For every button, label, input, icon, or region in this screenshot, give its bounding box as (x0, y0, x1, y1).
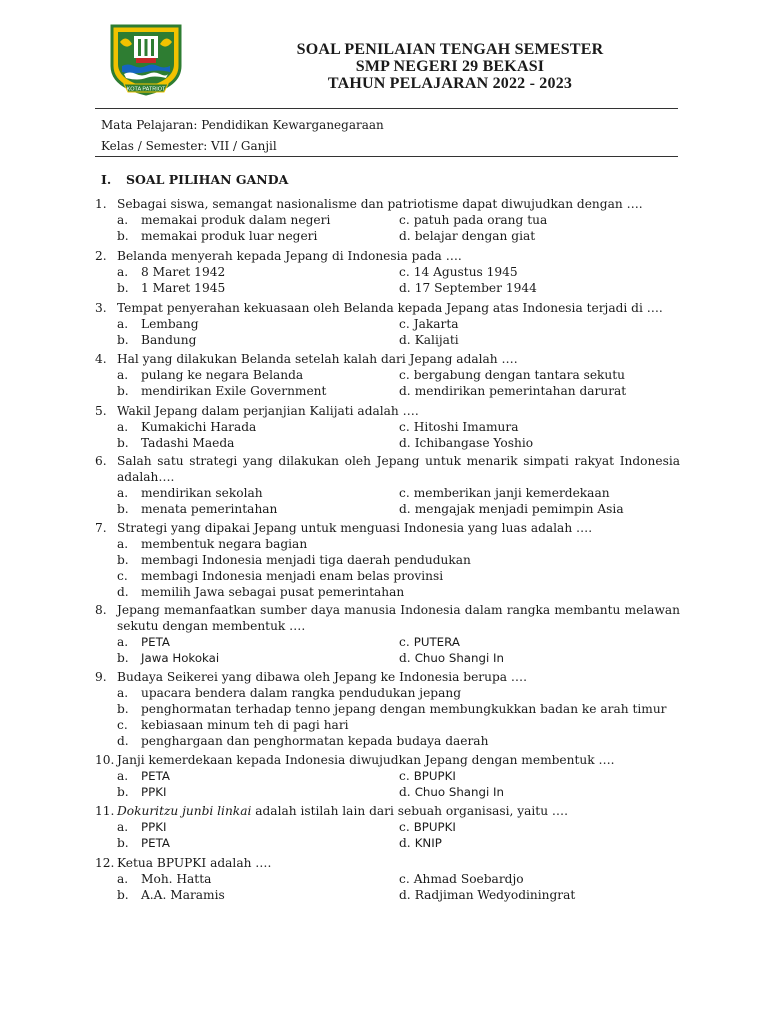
title-line-2: SMP NEGERI 29 BEKASI (355, 58, 545, 75)
option-letter-d: d. (399, 333, 411, 347)
question-stem: Hal yang dilakukan Belanda setelah kalah dari Jepang adalah …. (117, 352, 518, 366)
option-letter-c: c. (399, 635, 410, 649)
option-c: membagi Indonesia menjadi enam belas provinsi (141, 569, 444, 583)
option-a: Moh. Hatta (141, 872, 212, 886)
option-letter-c: c. (399, 317, 410, 331)
question-number: 9. (95, 670, 107, 684)
question-number: 11. (95, 804, 115, 818)
question-5 (95, 403, 680, 451)
section-title: SOAL PILIHAN GANDA (126, 172, 289, 187)
option-letter-a: a. (117, 317, 129, 331)
option-letter-b: b. (117, 651, 129, 665)
option-a: Lembang (141, 317, 199, 331)
option-letter-b: b. (117, 281, 129, 295)
question-stem: Janji kemerdekaan kepada Indonesia diwujudkan Jepang dengan membentuk …. (117, 753, 615, 767)
question-stem: Strategi yang dipakai Jepang untuk menguasi Indonesia yang luas adalah …. (117, 521, 593, 535)
option-c: patuh pada orang tua (413, 213, 548, 227)
option-letter-a: a. (117, 820, 129, 834)
question-stem: Wakil Jepang dalam perjanjian Kalijati adalah …. (117, 404, 419, 418)
option-d: mendirikan pemerintahan darurat (414, 384, 627, 398)
option-a: pulang ke negara Belanda (141, 368, 304, 382)
option-b: PPKI (141, 785, 167, 799)
question-number: 1. (95, 197, 107, 211)
option-a: membentuk negara bagian (141, 537, 308, 551)
option-b: membagi Indonesia menjadi tiga daerah pendudukan (141, 553, 471, 567)
question-stem: Sebagai siswa, semangat nasionalisme dan patriotisme dapat diwujudkan dengan …. (117, 197, 643, 211)
title-line-1: SOAL PENILAIAN TENGAH SEMESTER (296, 41, 604, 58)
option-d: Kalijati (414, 333, 459, 347)
option-d: 17 September 1944 (414, 281, 537, 295)
question-2 (95, 248, 680, 296)
option-c: Ahmad Soebardjo (413, 872, 524, 886)
option-d: Chuo Shangi In (414, 651, 504, 665)
option-d: Ichibangase Yoshio (414, 436, 534, 450)
option-letter-d: d. (399, 785, 411, 799)
option-c: kebiasaan minum teh di pagi hari (141, 718, 349, 732)
question-number: 6. (95, 454, 107, 468)
question-11 (95, 803, 680, 851)
option-c: BPUPKI (413, 820, 456, 834)
question-number: 12. (95, 856, 115, 870)
option-letter-c: c. (399, 820, 410, 834)
question-stem: Budaya Seikerei yang dibawa oleh Jepang ke Indonesia berupa …. (117, 670, 527, 684)
question-3 (95, 300, 680, 348)
header-divider (95, 108, 678, 109)
option-letter-d: d. (117, 734, 129, 748)
option-letter-b: b. (117, 333, 129, 347)
option-letter-c: c. (399, 368, 410, 382)
option-letter-b: b. (117, 384, 129, 398)
question-stem: Salah satu strategi yang dilakukan oleh Jepang untuk menarik simpati rakyat Indonesia adalah…. (117, 454, 680, 484)
question-stem: adalah istilah lain dari sebuah organisasi, yaitu …. (251, 804, 568, 818)
section-heading (101, 172, 288, 187)
question-stem: Belanda menyerah kepada Jepang di Indonesia pada …. (117, 249, 462, 263)
option-letter-a: a. (117, 635, 129, 649)
question-number: 3. (95, 301, 107, 315)
option-c: PUTERA (413, 635, 460, 649)
option-a: 8 Maret 1942 (141, 265, 226, 279)
option-c: Jakarta (413, 317, 459, 331)
option-letter-d: d. (399, 651, 411, 665)
svg-text:KOTA PATRIOT: KOTA PATRIOT (126, 86, 166, 93)
option-letter-a: a. (117, 265, 129, 279)
section-number: I. (101, 172, 112, 187)
option-letter-c: c. (399, 213, 410, 227)
document-title (200, 41, 700, 92)
option-a: PPKI (141, 820, 167, 834)
question-10 (95, 752, 680, 800)
option-d: memilih Jawa sebagai pusat pemerintahan (141, 585, 405, 599)
option-d: KNIP (414, 836, 442, 850)
option-d: mengajak menjadi pemimpin Asia (414, 502, 624, 516)
option-letter-d: d. (399, 436, 411, 450)
option-c: 14 Agustus 1945 (413, 265, 518, 279)
option-d: Radjiman Wedyodiningrat (414, 888, 576, 902)
question-9 (95, 669, 680, 749)
option-letter-b: b. (117, 836, 129, 850)
option-a: upacara bendera dalam rangka pendudukan jepang (141, 686, 461, 700)
option-b: penghormatan terhadap tenno jepang dengan membungkukkan badan ke arah timur (141, 702, 667, 716)
option-b: Bandung (141, 333, 197, 347)
question-4 (95, 351, 680, 399)
option-b: menata pemerintahan (141, 502, 278, 516)
question-6 (95, 453, 680, 517)
option-letter-d: d. (399, 888, 411, 902)
question-7 (95, 520, 680, 600)
option-a: Kumakichi Harada (141, 420, 257, 434)
option-letter-d: d. (399, 384, 411, 398)
info-divider (95, 156, 678, 157)
option-letter-a: a. (117, 686, 129, 700)
option-c: Hitoshi Imamura (413, 420, 519, 434)
option-letter-d: d. (399, 836, 411, 850)
question-stem-italic-term: Dokuritzu junbi linkai (117, 804, 252, 818)
option-letter-b: b. (117, 888, 129, 902)
option-c: bergabung dengan tantara sekutu (413, 368, 626, 382)
option-letter-c: c. (117, 718, 128, 732)
option-letter-c: c. (399, 420, 410, 434)
option-letter-a: a. (117, 368, 129, 382)
option-a: PETA (141, 769, 170, 783)
option-c: memberikan janji kemerdekaan (413, 486, 610, 500)
question-stem: Tempat penyerahan kekuasaan oleh Belanda kepada Jepang atas Indonesia terjadi di …. (117, 301, 663, 315)
option-letter-c: c. (117, 569, 128, 583)
question-number: 5. (95, 404, 107, 418)
option-letter-a: a. (117, 769, 129, 783)
option-d: penghargaan dan penghormatan kepada budaya daerah (141, 734, 489, 748)
option-letter-a: a. (117, 486, 129, 500)
question-number: 8. (95, 603, 107, 617)
option-letter-c: c. (399, 486, 410, 500)
question-number: 2. (95, 249, 107, 263)
option-b: Jawa Hokokai (141, 651, 220, 665)
question-number: 7. (95, 521, 107, 535)
option-letter-b: b. (117, 502, 129, 516)
question-12 (95, 855, 680, 903)
option-letter-b: b. (117, 702, 129, 716)
option-letter-d: d. (399, 281, 411, 295)
document-header (0, 0, 768, 112)
option-letter-d: d. (399, 502, 411, 516)
option-a: mendirikan sekolah (141, 486, 263, 500)
option-letter-b: b. (117, 436, 129, 450)
option-letter-a: a. (117, 872, 129, 886)
option-b: PETA (141, 836, 170, 850)
subject-line: Mata Pelajaran: Pendidikan Kewarganegaraan (101, 118, 384, 132)
question-1 (95, 196, 680, 244)
option-d: Chuo Shangi In (414, 785, 504, 799)
option-b: 1 Maret 1945 (141, 281, 226, 295)
option-letter-a: a. (117, 537, 129, 551)
option-letter-b: b. (117, 553, 129, 567)
option-letter-d: d. (117, 585, 129, 599)
option-letter-a: a. (117, 420, 129, 434)
option-b: Tadashi Maeda (141, 436, 235, 450)
option-a: PETA (141, 635, 170, 649)
option-b: A.A. Maramis (141, 888, 225, 902)
question-number: 4. (95, 352, 107, 366)
option-b: memakai produk luar negeri (141, 229, 318, 243)
question-8 (95, 602, 680, 666)
title-line-3: TAHUN PELAJARAN 2022 - 2023 (327, 75, 573, 92)
option-b: mendirikan Exile Government (141, 384, 327, 398)
option-letter-b: b. (117, 785, 129, 799)
question-stem: Ketua BPUPKI adalah …. (117, 856, 272, 870)
option-d: belajar dengan giat (414, 229, 536, 243)
option-letter-c: c. (399, 769, 410, 783)
option-c: BPUPKI (413, 769, 456, 783)
option-letter-c: c. (399, 265, 410, 279)
option-letter-b: b. (117, 229, 129, 243)
class-semester-line: Kelas / Semester: VII / Ganjil (101, 139, 277, 153)
question-stem: Jepang memanfaatkan sumber daya manusia Indonesia dalam rangka membantu melawan sekutu dengan membentuk …. (117, 603, 680, 633)
option-a: memakai produk dalam negeri (141, 213, 331, 227)
option-letter-a: a. (117, 213, 129, 227)
option-letter-c: c. (399, 872, 410, 886)
option-letter-d: d. (399, 229, 411, 243)
city-emblem-logo (104, 20, 188, 96)
question-number: 10. (95, 753, 115, 767)
